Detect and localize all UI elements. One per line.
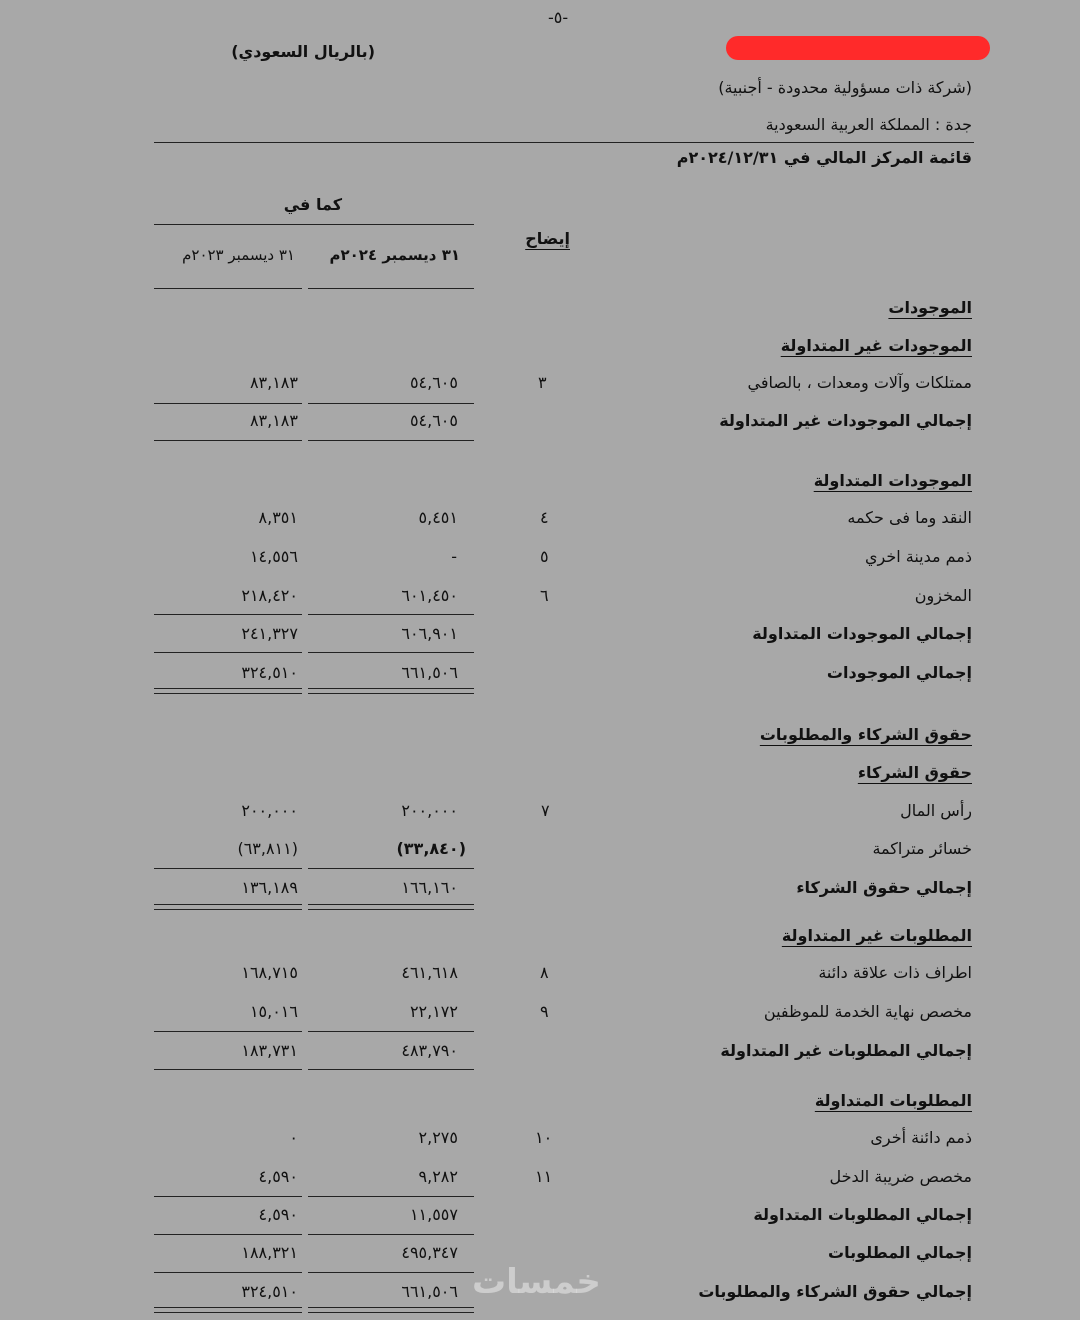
as-of-heading: كما في bbox=[283, 195, 342, 214]
section-equity-liabilities: حقوق الشركاء والمطلوبات bbox=[759, 725, 972, 744]
col-2023-rule bbox=[154, 288, 302, 289]
row-other-payables-label: ذمم دائنة أخرى bbox=[870, 1128, 972, 1147]
row-total-ca-2023: ٢٤١,٣٢٧ bbox=[241, 624, 298, 643]
double-rule bbox=[154, 904, 302, 910]
row-eosb-label: مخصص نهاية الخدمة للموظفين bbox=[763, 1002, 972, 1021]
page-number: -٥- bbox=[548, 8, 569, 27]
watermark: خمسات bbox=[472, 1262, 601, 1302]
double-rule bbox=[154, 688, 302, 694]
rule bbox=[154, 1234, 302, 1235]
row-total-nca-2024: ٥٤,٦٠٥ bbox=[409, 411, 458, 430]
row-related-parties-2024: ٤٦١,٦١٨ bbox=[401, 963, 458, 982]
row-accumulated-losses-2024: (٣٣,٨٤٠) bbox=[396, 839, 466, 858]
location: جدة : المملكة العربية السعودية bbox=[765, 115, 972, 134]
row-accumulated-losses-2023: (٦٣,٨١١) bbox=[237, 839, 298, 858]
row-capital-label: رأس المال bbox=[900, 801, 972, 820]
section-equity: حقوق الشركاء bbox=[857, 763, 972, 782]
row-total-cl-2023: ٤,٥٩٠ bbox=[258, 1205, 298, 1224]
rule bbox=[308, 1196, 474, 1197]
section-non-current-liabilities: المطلوبات غير المتداولة bbox=[781, 926, 972, 945]
double-rule bbox=[308, 904, 474, 910]
row-capital-2024: ٢٠٠,٠٠٠ bbox=[401, 801, 458, 820]
rule bbox=[308, 652, 474, 653]
rule bbox=[308, 614, 474, 615]
row-total-assets-2024: ٦٦١,٥٠٦ bbox=[401, 663, 458, 682]
rule bbox=[308, 1031, 474, 1032]
row-total-cl-label: إجمالي المطلوبات المتداولة bbox=[753, 1205, 972, 1224]
row-total-liabilities-label: إجمالي المطلوبات bbox=[828, 1243, 972, 1262]
rule bbox=[308, 1069, 474, 1070]
row-total-eq-liab-2024: ٦٦١,٥٠٦ bbox=[401, 1282, 458, 1301]
section-current-assets: الموجودات المتداولة bbox=[813, 471, 972, 490]
note-heading: إيضاح bbox=[525, 229, 570, 248]
row-related-parties-2023: ١٦٨,٧١٥ bbox=[241, 963, 298, 982]
row-total-ncl-2024: ٤٨٣,٧٩٠ bbox=[401, 1041, 458, 1060]
row-total-equity-label: إجمالي حقوق الشركاء bbox=[796, 878, 972, 897]
rule bbox=[308, 403, 474, 404]
rule bbox=[154, 1069, 302, 1070]
row-ppe-2023: ٨٣,١٨٣ bbox=[249, 373, 298, 392]
row-eosb-2024: ٢٢,١٧٢ bbox=[409, 1002, 458, 1021]
row-total-ncl-label: إجمالي المطلوبات غير المتداولة bbox=[720, 1041, 972, 1060]
row-total-nca-label: إجمالي الموجودات غير المتداولة bbox=[719, 411, 972, 430]
row-total-nca-2023: ٨٣,١٨٣ bbox=[249, 411, 298, 430]
row-total-liabilities-2023: ١٨٨,٣٢١ bbox=[241, 1243, 298, 1262]
row-inventory-2024: ٦٠١,٤٥٠ bbox=[401, 586, 458, 605]
row-cash-note: ٤ bbox=[540, 508, 549, 527]
rule bbox=[308, 1234, 474, 1235]
col-2023-heading: ٣١ ديسمبر ٢٠٢٣م bbox=[182, 246, 295, 264]
row-income-tax-note: ١١ bbox=[535, 1167, 553, 1186]
row-related-parties-label: اطراف ذات علاقة دائنة bbox=[818, 963, 972, 982]
row-capital-note: ٧ bbox=[541, 801, 550, 820]
rule bbox=[308, 440, 474, 441]
row-total-ncl-2023: ١٨٣,٧٣١ bbox=[241, 1041, 298, 1060]
row-other-payables-2024: ٢,٢٧٥ bbox=[418, 1128, 458, 1147]
row-capital-2023: ٢٠٠,٠٠٠ bbox=[241, 801, 298, 820]
rule bbox=[154, 1272, 302, 1273]
section-current-liabilities: المطلوبات المتداولة bbox=[814, 1091, 972, 1110]
row-other-payables-2023: ٠ bbox=[289, 1128, 298, 1147]
as-of-rule bbox=[154, 224, 474, 225]
row-cash-label: النقد وما فى حكمه bbox=[847, 508, 972, 527]
row-total-assets-label: إجمالي الموجودات bbox=[826, 663, 972, 682]
rule bbox=[154, 403, 302, 404]
row-cash-2024: ٥,٤٥١ bbox=[418, 508, 458, 527]
row-income-tax-2023: ٤,٥٩٠ bbox=[258, 1167, 298, 1186]
rule bbox=[308, 868, 474, 869]
currency-note: (بالريال السعودي) bbox=[231, 42, 375, 61]
col-2024-rule bbox=[308, 288, 474, 289]
row-accumulated-losses-label: خسائر متراكمة bbox=[872, 839, 972, 858]
row-ppe-note: ٣ bbox=[538, 373, 547, 392]
rule bbox=[154, 868, 302, 869]
row-total-liabilities-2024: ٤٩٥,٣٤٧ bbox=[401, 1243, 458, 1262]
double-rule bbox=[154, 1307, 302, 1313]
row-total-equity-2024: ١٦٦,١٦٠ bbox=[401, 878, 458, 897]
row-total-ca-label: إجمالي الموجودات المتداولة bbox=[752, 624, 972, 643]
row-related-parties-note: ٨ bbox=[540, 963, 549, 982]
rule bbox=[154, 1031, 302, 1032]
rule bbox=[154, 1196, 302, 1197]
rule bbox=[154, 652, 302, 653]
section-non-current-assets: الموجودات غير المتداولة bbox=[780, 336, 972, 355]
row-eosb-2023: ١٥,٠١٦ bbox=[249, 1002, 298, 1021]
row-eosb-note: ٩ bbox=[540, 1002, 549, 1021]
row-total-cl-2024: ١١,٥٥٧ bbox=[409, 1205, 458, 1224]
row-other-receivables-2023: ١٤,٥٥٦ bbox=[249, 547, 298, 566]
row-cash-2023: ٨,٣٥١ bbox=[258, 508, 298, 527]
row-inventory-note: ٦ bbox=[540, 586, 549, 605]
rule bbox=[154, 440, 302, 441]
row-inventory-2023: ٢١٨,٤٢٠ bbox=[241, 586, 298, 605]
double-rule bbox=[308, 1307, 474, 1313]
redacted-company-name bbox=[726, 36, 990, 60]
row-other-receivables-note: ٥ bbox=[540, 547, 549, 566]
row-total-eq-liab-2023: ٣٢٤,٥١٠ bbox=[241, 1282, 298, 1301]
row-other-payables-note: ١٠ bbox=[535, 1128, 553, 1147]
row-total-eq-liab-label: إجمالي حقوق الشركاء والمطلوبات bbox=[698, 1282, 972, 1301]
rule bbox=[154, 614, 302, 615]
row-total-ca-2024: ٦٠٦,٩٠١ bbox=[401, 624, 458, 643]
row-other-receivables-2024: - bbox=[451, 547, 458, 566]
double-rule bbox=[308, 688, 474, 694]
row-ppe-2024: ٥٤,٦٠٥ bbox=[409, 373, 458, 392]
header-rule bbox=[154, 142, 974, 143]
row-total-assets-2023: ٣٢٤,٥١٠ bbox=[241, 663, 298, 682]
row-income-tax-label: مخصص ضريبة الدخل bbox=[829, 1167, 972, 1186]
company-type: (شركة ذات مسؤولية محدودة - أجنبية) bbox=[718, 78, 972, 97]
row-other-receivables-label: ذمم مدينة اخري bbox=[864, 547, 972, 566]
row-ppe-label: ممتلكات وآلات ومعدات ، بالصافي bbox=[747, 373, 972, 392]
row-inventory-label: المخزون bbox=[914, 586, 972, 605]
col-2024-heading: ٣١ ديسمبر ٢٠٢٤م bbox=[329, 246, 460, 264]
statement-title: قائمة المركز المالي في ٢٠٢٤/١٢/٣١م bbox=[676, 148, 972, 167]
rule bbox=[308, 1272, 474, 1273]
row-income-tax-2024: ٩,٢٨٢ bbox=[418, 1167, 458, 1186]
section-assets: الموجودات bbox=[888, 298, 972, 317]
row-total-equity-2023: ١٣٦,١٨٩ bbox=[241, 878, 298, 897]
